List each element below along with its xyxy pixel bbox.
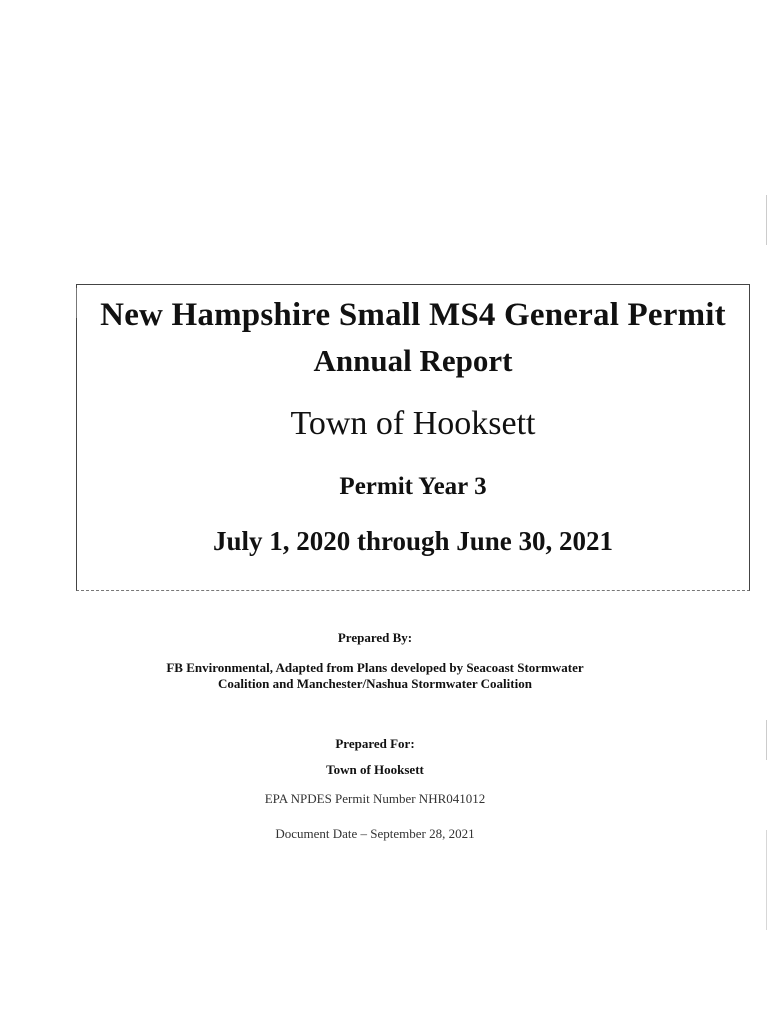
scan-speck	[76, 288, 77, 318]
prepared-for-value: Town of Hooksett	[326, 762, 424, 777]
prepared-by-label: Prepared By:	[337, 630, 413, 645]
town-name: Town of Hooksett	[290, 405, 536, 442]
scan-speck	[766, 195, 767, 245]
reporting-period: July 1, 2020 through June 30, 2021	[212, 526, 614, 556]
permit-number: EPA NPDES Permit Number NHR041012	[264, 791, 486, 806]
report-title-line1: New Hampshire Small MS4 General Permit	[100, 297, 726, 333]
document-date: Document Date – September 28, 2021	[275, 826, 475, 841]
prepared-for-label: Prepared For:	[335, 736, 415, 751]
scan-speck	[766, 720, 767, 760]
report-title-line2: Annual Report	[313, 343, 513, 378]
permit-year: Permit Year 3	[339, 473, 487, 500]
scan-speck	[766, 830, 767, 930]
prepared-by-value: FB Environmental, Adapted from Plans developed by Seacoast Stormwater Coalition and Manchester/Nashua Stormwater Coalition	[166, 660, 584, 691]
title-box	[76, 284, 750, 591]
